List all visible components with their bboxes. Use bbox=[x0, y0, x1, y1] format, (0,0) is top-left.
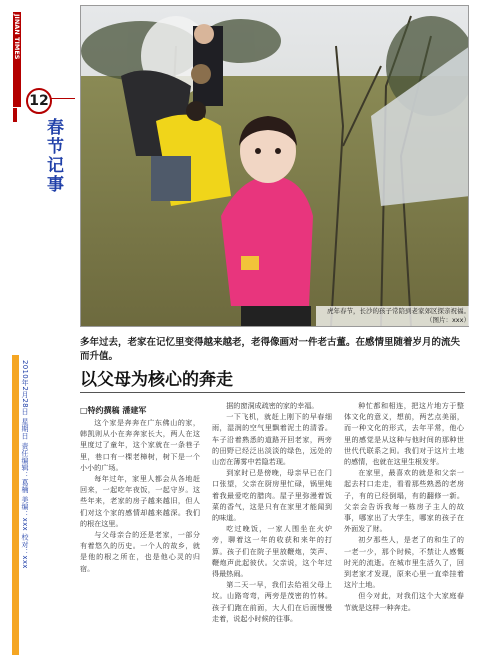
gutter-orange-band bbox=[12, 355, 19, 655]
article-lede: 多年过去，老家在记忆里变得越来越老，老得像画对一件老古董。在感情里随着岁月的流失而升值。 bbox=[80, 337, 461, 362]
article-byline: □特约撰稿 潘建军 bbox=[80, 406, 147, 415]
paragraph: 与父母亲合的还是老家，一部分有着悠久的历史。一个人的故乡，就是他的根之所在，也是他心灵的归宿。 bbox=[80, 530, 200, 573]
page-number-rule bbox=[50, 98, 75, 99]
paragraph: 但今对此，对我们这个大家庭春节就是这样一种奔走。 bbox=[344, 591, 464, 612]
photo-caption: 虎年春节，长沙的孩子常陪到老家郊区探亲祝福。（图片：xxx） bbox=[316, 306, 472, 326]
paragraph: 初夕那些人，是老了的和生了的一老一少，那个时候，不禁让人感慨时光的流逝。在城市里生活久了，回到老家才发现，原来心里一直牵挂着这片土地。 bbox=[344, 535, 464, 590]
headline-rule bbox=[80, 392, 465, 393]
article-column-3 bbox=[344, 400, 464, 613]
photo-illustration bbox=[81, 6, 469, 327]
gutter-meta-line: 2010年2月28日 星期日 责任编辑：葛楠 美编：xxx 校对：xxx bbox=[21, 360, 29, 569]
paragraph: 据的窗洞成疏密的家的幸福。 bbox=[226, 401, 319, 410]
gutter-red-tab bbox=[13, 108, 17, 122]
article-column-2 bbox=[212, 400, 332, 624]
paragraph: 种忙都和相连，把这片地方于整体文化的意义，想前，两艺点美丽，而一种文化的形式，去年平常，他心里的感觉是从这种与他时间的那种世世代代联系之间。我们对于这片土地的感情，也就在这里生根发芽。 bbox=[344, 401, 464, 467]
paragraph: 第二天一早，我们去给祖父母上坟。山路弯弯，两旁是茂密的竹林。孩子们跑在前面，大人们在后面慢慢走着，说起小时候的往事。 bbox=[212, 580, 332, 623]
paragraph: 到家时已是傍晚，母亲早已在门口张望，父亲在厨房里忙碌，锅里炖着我最爱吃的腊肉。屋子里弥漫着饭菜的香气，这是只有在家里才能闻到的味道。 bbox=[212, 468, 332, 523]
paragraph: 吃过晚饭，一家人围坐在火炉旁，聊着这一年的收获和来年的打算。孩子们在院子里放鞭炮，笑声、鞭炮声此起彼伏。父亲说，这个年过得最热闹。 bbox=[212, 524, 332, 579]
article-column-1 bbox=[80, 417, 200, 574]
page-number: 12 bbox=[26, 88, 52, 114]
paragraph: 一下飞机，就赶上刚下的早春细雨，湿润的空气里飘着泥土的清香。车子沿着熟悉的道路开回老家，两旁的田野已经泛出淡淡的绿色，远处的山峦在薄雾中若隐若现。 bbox=[212, 412, 332, 467]
article-headline: 以父母为核心的奔走 bbox=[80, 370, 233, 390]
paragraph: 这个家是奔奔在广东佛山的家，韩凯则从小在奔奔家长大，两人在这里度过了童年，这个家就在一条巷子里，巷口有一棵老樟树，树下是一个小小的广场。 bbox=[80, 418, 200, 472]
section-title: 春节记事 bbox=[43, 118, 63, 194]
photo bbox=[80, 5, 469, 327]
gutter-rotated-label: JINAN TIMES bbox=[13, 14, 21, 60]
paragraph: 在家里，最喜欢的就是和父亲一起去村口走走，看看那些熟悉的老房子，有的已经倒塌，有的翻修一新。父亲会告诉我每一栋房子主人的故事，哪家出了大学生，哪家的孩子在外面发了财。 bbox=[344, 468, 464, 534]
paragraph: 每年过年，家里人都会从各地赶回来，一起吃年夜饭，一起守岁。这些年来，老家的房子越来越旧，但人们对这个家的感情却越来越深。我们的根在这里。 bbox=[80, 474, 200, 528]
